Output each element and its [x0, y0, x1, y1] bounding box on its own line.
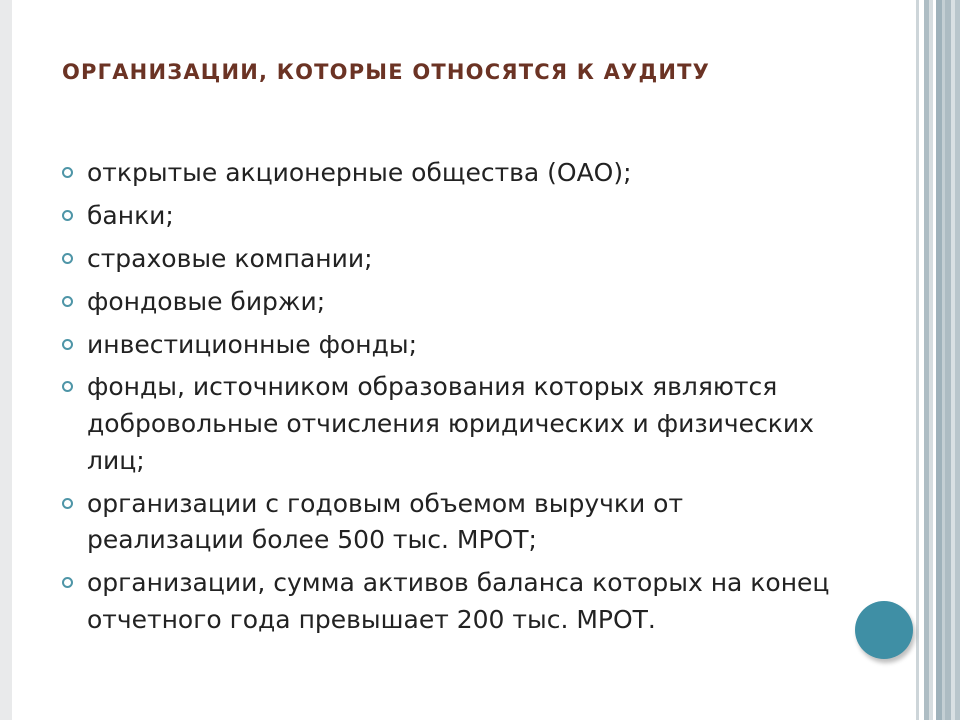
slide-title: ОРГАНИЗАЦИИ, КОТОРЫЕ ОТНОСЯТСЯ К АУДИТУ [62, 60, 711, 84]
list-item [62, 198, 842, 235]
list-item-text: страховые компании; [87, 243, 373, 273]
list-item-text: организации, сумма активов баланса которых на конец отчетного года превышает 200 тыс. МРОТ. [87, 568, 830, 634]
ring-bullet-icon [62, 498, 73, 509]
bullet-list [62, 155, 842, 645]
list-item [62, 369, 842, 479]
ring-bullet-icon [62, 296, 73, 307]
ring-bullet-icon [62, 339, 73, 350]
list-item-text: банки; [87, 200, 174, 230]
list-item-text: открытые акционерные общества (ОАО); [87, 158, 632, 187]
ring-bullet-icon [62, 167, 73, 178]
list-item-text: фондовые биржи; [87, 286, 326, 316]
list-item-text: фонды, источником образования которых являются добровольные отчисления юридических и физических лиц; [87, 372, 814, 475]
teal-circle-decoration [855, 601, 913, 659]
list-item [62, 486, 842, 559]
list-item-text: организации с годовым объемом выручки от реализации более 500 тыс. МРОТ; [87, 488, 684, 555]
list-item [62, 284, 842, 321]
ring-bullet-icon [62, 381, 73, 392]
ring-bullet-icon [62, 253, 73, 264]
ring-bullet-icon [62, 577, 73, 588]
list-item [62, 565, 842, 638]
ring-bullet-icon [62, 210, 73, 221]
list-item [62, 241, 842, 278]
list-item-text: инвестиционные фонды; [87, 329, 418, 359]
list-item [62, 155, 842, 192]
right-decorative-stripes [916, 0, 960, 720]
list-item [62, 327, 842, 364]
